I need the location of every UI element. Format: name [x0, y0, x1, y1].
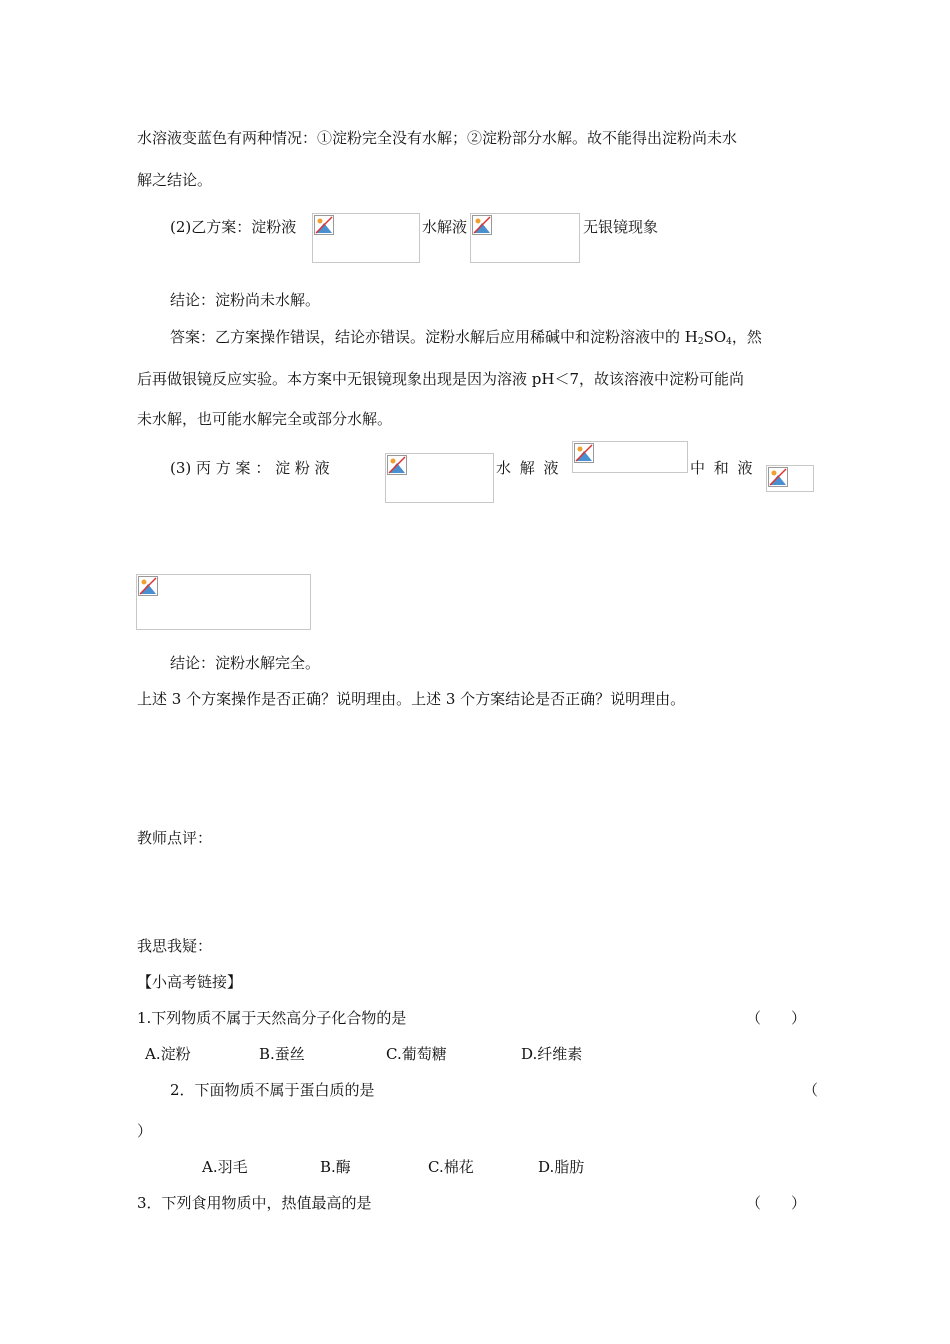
answer-line: 后再做银镜反应实验。本方案中无银镜现象出现是因为溶液 pH＜7，故该溶液中淀粉可能尚: [137, 370, 744, 388]
question-stem: 2．下面物质不属于蛋白质的是: [170, 1081, 375, 1099]
option: A.淀粉: [145, 1045, 191, 1063]
option: C.葡萄糖: [386, 1045, 447, 1063]
option: D.脂肪: [538, 1158, 585, 1176]
broken-image-icon: [136, 574, 311, 630]
option: B.酶: [320, 1158, 351, 1176]
plan-b-step1: 水解液: [422, 218, 468, 236]
plan-c-conclusion: 结论：淀粉水解完全。: [170, 654, 321, 672]
option: A.羽毛: [202, 1158, 248, 1176]
answer-line: 未水解，也可能水解完全或部分水解。: [137, 410, 393, 428]
plan-b-label: (2)乙方案：淀粉液: [170, 218, 297, 236]
paragraph-line: 水溶液变蓝色有两种情况：①淀粉完全没有水解；②淀粉部分水解。故不能得出淀粉尚未水: [137, 129, 738, 147]
question-stem: 1.下列物质不属于天然高分子化合物的是: [137, 1009, 407, 1027]
answer-bracket: ）: [137, 1122, 153, 1140]
answer-bracket: （: [803, 1081, 819, 1099]
my-doubts-label: 我思我疑：: [137, 937, 213, 955]
answer-line: 答案：乙方案操作错误，结论亦错误。淀粉水解后应用稀碱中和淀粉溶液中的 $H_2SO_4$，然: [170, 328, 762, 347]
plan-c-label: (3) 丙 方 案 ： 淀 粉 液: [170, 459, 330, 477]
broken-image-icon: [572, 441, 688, 473]
paragraph-line: 解之结论。: [137, 171, 213, 189]
option: C.棉花: [428, 1158, 474, 1176]
question-stem: 3．下列食用物质中，热值最高的是: [137, 1194, 372, 1212]
answer-bracket: （ ）: [746, 1194, 807, 1212]
teacher-comment-label: 教师点评：: [137, 829, 213, 847]
broken-image-icon: [385, 453, 494, 503]
plan-b-conclusion: 结论：淀粉尚未水解。: [170, 291, 321, 309]
section-title: 【小高考链接】: [137, 973, 243, 991]
broken-image-icon: [766, 465, 814, 492]
option: D.纤维素: [521, 1045, 583, 1063]
plan-b-step2: 无银镜现象: [583, 218, 659, 236]
answer-bracket: （ ）: [746, 1009, 807, 1027]
question-line: 上述 3 个方案操作是否正确？说明理由。上述 3 个方案结论是否正确？说明理由。: [137, 690, 686, 708]
plan-c-step2: 中 和 液: [690, 459, 755, 477]
option: B.蚕丝: [259, 1045, 305, 1063]
broken-image-icon: [312, 213, 420, 263]
broken-image-icon: [470, 213, 580, 263]
plan-c-step1: 水 解 液: [496, 459, 561, 477]
